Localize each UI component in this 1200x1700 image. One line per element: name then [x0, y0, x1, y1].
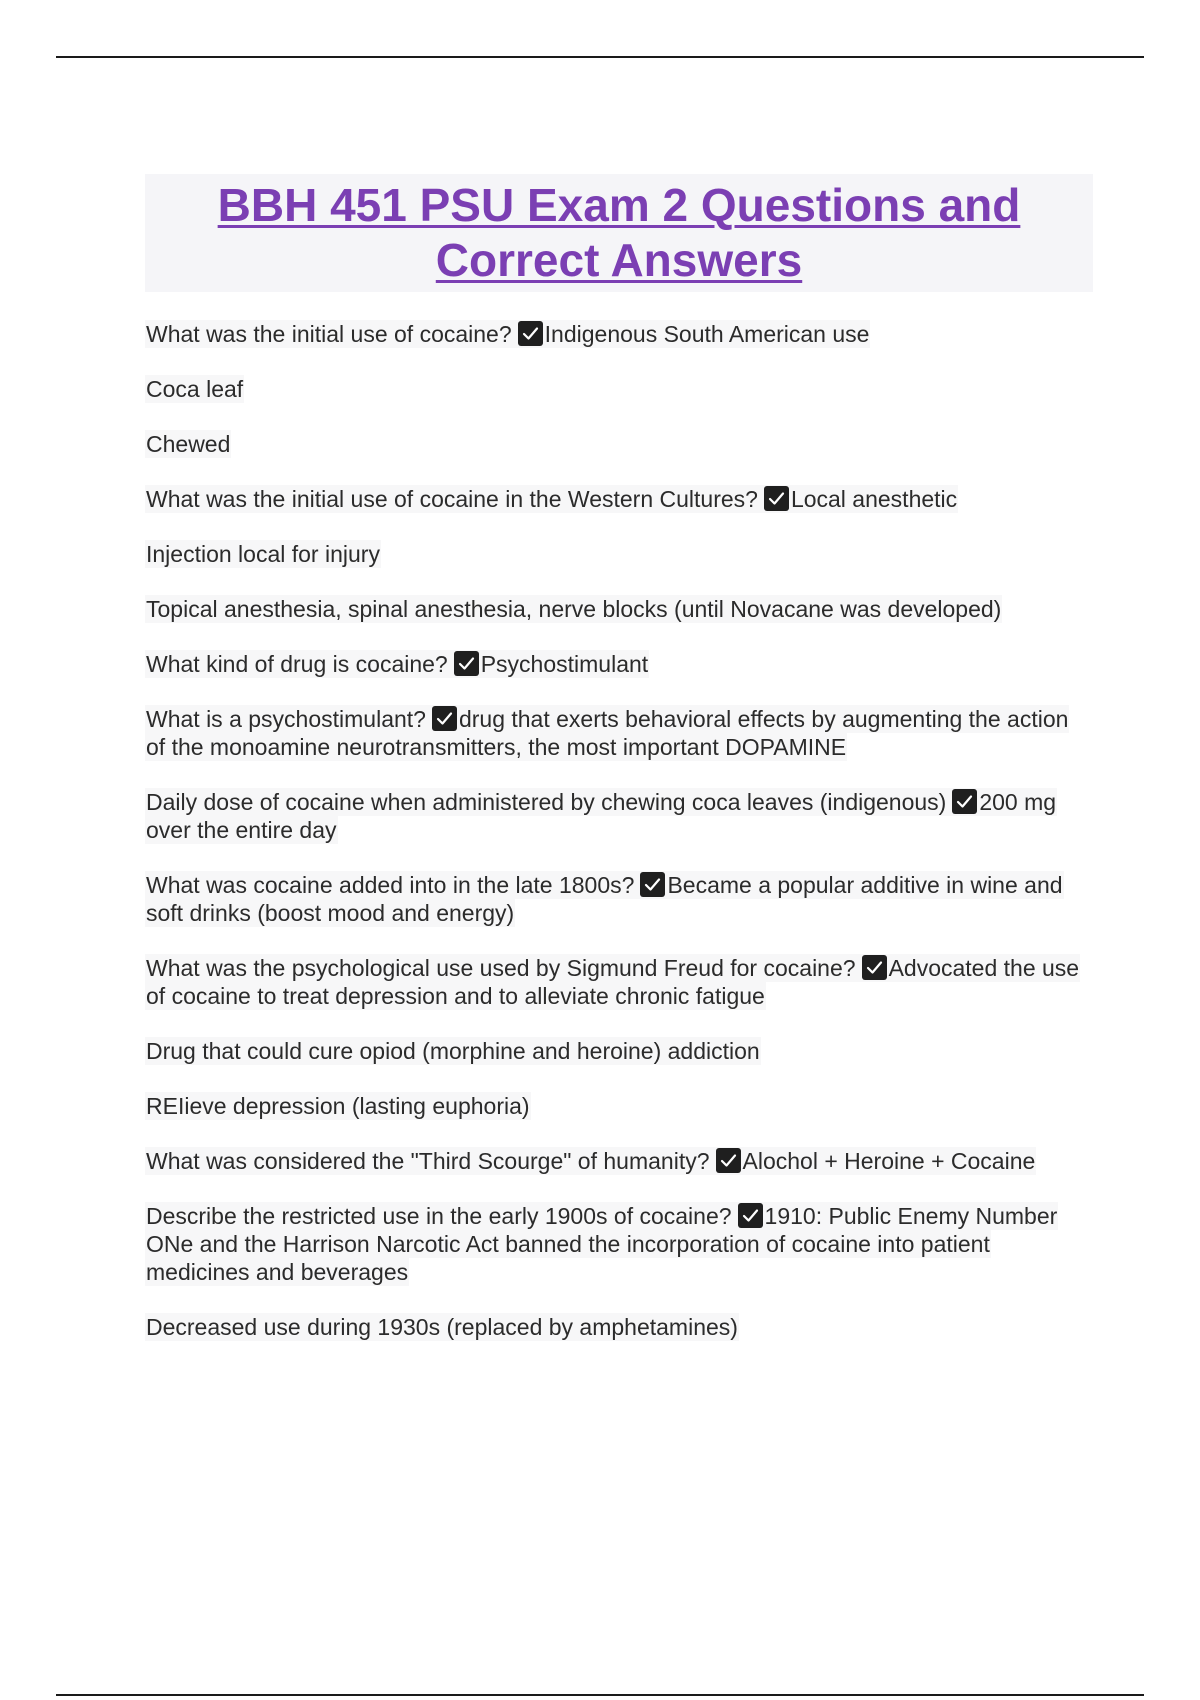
- note-item: [145, 595, 1093, 623]
- answer-text: Psychostimulant: [480, 651, 649, 677]
- note-item: [145, 430, 1093, 458]
- qa-item: [145, 1202, 1093, 1286]
- answer-text: 1910: Public Enemy Number ONe and the Harrison Narcotic Act banned the incorporation of cocaine into patient medicines and beverages: [146, 1203, 1058, 1285]
- answer-text: Alochol + Heroine + Cocaine: [742, 1148, 1036, 1174]
- note-item: [145, 540, 1093, 568]
- note-text: Decreased use during 1930s (replaced by amphetamines): [146, 1314, 738, 1340]
- note-text: Injection local for injury: [146, 541, 380, 567]
- question-text: Daily dose of cocaine when administered by chewing coca leaves (indigenous): [146, 789, 947, 815]
- question-text: What is a psychostimulant?: [146, 706, 426, 732]
- qa-list: [145, 320, 1093, 1341]
- title-block: [145, 174, 1093, 292]
- answer-text: drug that exerts behavioral effects by augmenting the action of the monoamine neurotransmitters, the most important DOPAMINE: [146, 706, 1069, 760]
- qa-item: [145, 954, 1093, 1010]
- answer-text: Became a popular additive in wine and soft drinks (boost mood and energy): [146, 872, 1063, 926]
- question-text: Describe the restricted use in the early 1900s of cocaine?: [146, 1203, 732, 1229]
- answer-text: Local anesthetic: [790, 486, 958, 512]
- check-mark-icon: [738, 1203, 763, 1228]
- answer-text: 200 mg over the entire day: [146, 789, 1057, 843]
- answer-text: Indigenous South American use: [544, 321, 870, 347]
- question-text: What kind of drug is cocaine?: [146, 651, 448, 677]
- check-mark-icon: [432, 706, 457, 731]
- note-text: Drug that could cure opiod (morphine and heroine) addiction: [146, 1038, 760, 1064]
- check-mark-icon: [454, 651, 479, 676]
- check-mark-icon: [862, 955, 887, 980]
- note-item: [145, 375, 1093, 403]
- qa-item: [145, 650, 1093, 678]
- question-text: What was the initial use of cocaine?: [146, 321, 512, 347]
- qa-item: [145, 788, 1093, 844]
- note-item: [145, 1313, 1093, 1341]
- footer-rule: [56, 1694, 1144, 1696]
- question-text: What was the initial use of cocaine in the Western Cultures?: [146, 486, 758, 512]
- check-mark-icon: [640, 872, 665, 897]
- question-text: What was the psychological use used by Sigmund Freud for cocaine?: [146, 955, 856, 981]
- question-text: What was considered the "Third Scourge" of humanity?: [146, 1148, 710, 1174]
- note-text: Chewed: [146, 431, 231, 457]
- answer-text: Advocated the use of cocaine to treat depression and to alleviate chronic fatigue: [146, 955, 1080, 1009]
- qa-item: [145, 320, 1093, 348]
- check-mark-icon: [952, 789, 977, 814]
- note-item: [145, 1037, 1093, 1065]
- check-mark-icon: [518, 321, 543, 346]
- document-title: BBH 451 PSU Exam 2 Questions and Correct Answers: [217, 179, 1021, 286]
- qa-item: [145, 871, 1093, 927]
- qa-item: [145, 705, 1093, 761]
- note-text: Topical anesthesia, spinal anesthesia, nerve blocks (until Novacane was developed): [146, 596, 1002, 622]
- check-mark-icon: [764, 486, 789, 511]
- note-text: Coca leaf: [146, 376, 244, 402]
- document-body: [145, 174, 1093, 1368]
- question-text: What was cocaine added into in the late 1800s?: [146, 872, 635, 898]
- note-text: REIieve depression (lasting euphoria): [146, 1093, 530, 1119]
- note-item: [145, 1092, 1093, 1120]
- header-rule: [56, 56, 1144, 58]
- qa-item: [145, 1147, 1093, 1175]
- qa-item: [145, 485, 1093, 513]
- check-mark-icon: [716, 1148, 741, 1173]
